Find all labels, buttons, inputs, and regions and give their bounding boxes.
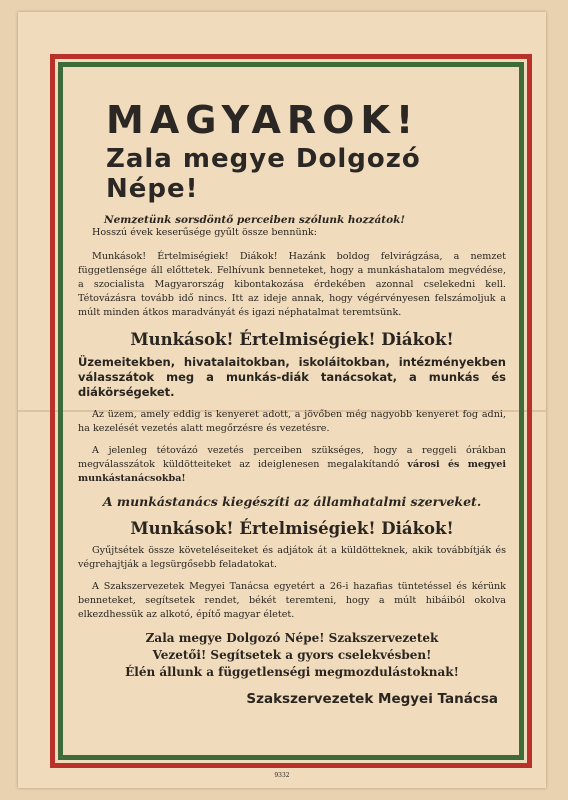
- closing-line-3: Élén állunk a függetlenségi megmozdulástoknak!: [125, 665, 459, 679]
- intro-line: Hosszú évek keserűsége gyűlt össze bennünk:: [92, 227, 317, 238]
- poster-title: MAGYAROK!: [106, 98, 420, 142]
- paragraph-3-text: A jelenleg tétovázó vezetés perceiben szükséges, hogy a reggeli órákban megválasszátok küldötteiteket az ideiglenesen megalakítandó: [78, 445, 506, 470]
- paragraph-2: Az üzem, amely eddig is kenyeret adott, a jövőben még nagyobb kenyeret fog adni, ha kezelését vezetés alatt megőrzésre és vezetésre.: [78, 409, 506, 434]
- closing-line-1: Zala megye Dolgozó Népe! Szakszervezetek: [145, 631, 439, 645]
- paragraph-5: A Szakszervezetek Megyei Tanácsa egyetért a 26-i hazafias tüntetéssel és kérünk benneteket, segítsetek rendet, békét teremteni, hogy a múlt hibáiból okolva elkezdhessük az alkotó, építő magyar életet.: [78, 581, 506, 620]
- paragraph-1: Munkások! Értelmiségiek! Diákok! Hazánk boldog felvirágzása, a nemzet függetlensége áll előttetek. Felhívunk benneteket, hogy a munkáshatalom megvédése, a szocialista Magyarország kibontakozása érdekében azonnal cselekedni kell. Tétovázásra tovább idő nincs. Itt az ideje annak, hogy végérvényesen felszámoljuk a múlt minden átkos maradványát és igazi néphatalmat teremtsünk.: [78, 251, 506, 318]
- poster-sheet: [18, 12, 546, 788]
- closing-line-2: Vezetői! Segítsetek a gyors cselekvésben!: [152, 648, 432, 662]
- lead-line: Nemzetünk sorsdöntő perceiben szólunk hozzátok!: [104, 214, 406, 226]
- bold-call: Üzemeitekben, hivatalaitokban, iskoláitokban, intézményekben válasszátok meg a munkás-diák tanácsokat, a munkás és diákörségeket.: [78, 355, 506, 399]
- signature: Szakszervezetek Megyei Tanácsa: [246, 691, 498, 707]
- poster-subtitle: Zala megye Dolgozó Népe!: [106, 144, 421, 204]
- council-statement: A munkástanács kiegészíti az államhatalmi szerveket.: [102, 494, 482, 509]
- paragraph-4: Gyűjtsétek össze követeléseiteket és adjátok át a küldötteknek, akik továbbítják és végrehajtják a legsürgősebb feladatokat.: [78, 545, 506, 570]
- print-code: 9332: [274, 772, 290, 779]
- paragraph-3: [78, 444, 506, 486]
- closing-call: [78, 630, 506, 681]
- slogan-1: Munkások! Értelmiségiek! Diákok!: [130, 330, 454, 349]
- paragraph-3-emphasis: városi és megyei munkástanácsokba!: [78, 459, 507, 484]
- poster-content: [78, 98, 506, 707]
- slogan-2: Munkások! Értelmiségiek! Diákok!: [130, 519, 454, 538]
